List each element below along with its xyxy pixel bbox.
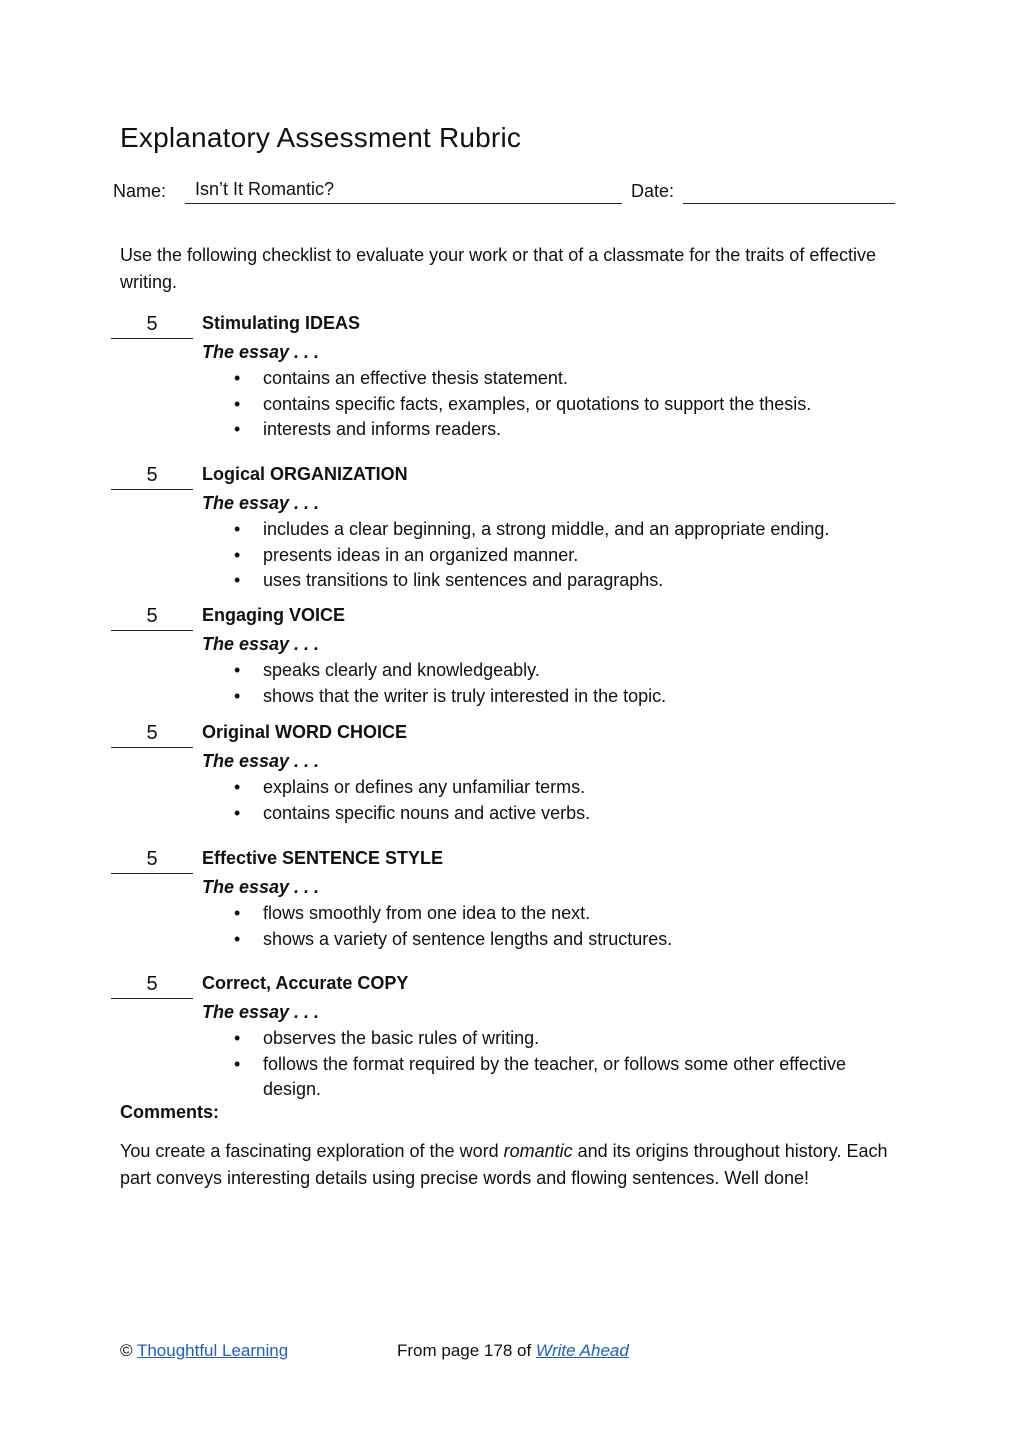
criteria-item — [0, 543, 883, 569]
criteria-item — [0, 684, 883, 710]
bullet-icon: • — [234, 570, 241, 590]
score-value: 5 — [146, 722, 158, 744]
bullet-icon: • — [234, 928, 241, 949]
essay-label: The essay . . . — [202, 342, 320, 362]
bullet-icon: • — [234, 393, 241, 414]
criteria-item — [0, 568, 883, 594]
bullet-icon: • — [234, 544, 241, 565]
essay-label: The essay . . . — [202, 634, 320, 654]
criteria-text: contains an effective thesis statement. — [263, 368, 568, 388]
trait-heading: Stimulating IDEAS — [202, 313, 361, 333]
score-value: 5 — [146, 973, 158, 995]
criteria-text: flows smoothly from one idea to the next. — [263, 903, 591, 923]
bullet-icon: • — [234, 685, 241, 706]
date-label: Date: — [631, 181, 675, 201]
score-field[interactable] — [111, 972, 193, 999]
score-field[interactable] — [111, 604, 193, 631]
date-field[interactable] — [683, 177, 895, 204]
bullet-icon: • — [234, 660, 241, 680]
score-field[interactable] — [111, 721, 193, 748]
criteria-item — [0, 517, 883, 543]
criteria-item — [0, 775, 883, 801]
criteria-text: observes the basic rules of writing. — [263, 1028, 540, 1048]
criteria-item — [0, 658, 883, 684]
bullet-icon: • — [234, 903, 241, 923]
criteria-list — [0, 775, 883, 826]
score-value: 5 — [146, 464, 158, 486]
trait-heading: Engaging VOICE — [202, 605, 346, 625]
name-label: Name: — [113, 181, 167, 201]
footer-copyright — [120, 1341, 288, 1361]
criteria-text: shows a variety of sentence lengths and structures. — [263, 928, 673, 949]
criteria-text: follows the format required by the teacher, or follows some other effective design. — [263, 1053, 846, 1099]
comments-emphasis: romantic — [503, 1141, 573, 1161]
criteria-text: contains specific nouns and active verbs. — [263, 802, 591, 823]
criteria-list — [0, 1026, 883, 1103]
score-field[interactable] — [111, 847, 193, 874]
score-value: 5 — [146, 313, 158, 335]
score-value: 5 — [146, 848, 158, 870]
essay-label: The essay . . . — [202, 877, 320, 897]
criteria-item — [0, 801, 883, 827]
criteria-text: interests and informs readers. — [263, 419, 502, 439]
trait-heading: Effective SENTENCE STYLE — [202, 848, 444, 868]
criteria-item — [0, 1026, 883, 1052]
score-field[interactable] — [111, 312, 193, 339]
essay-label: The essay . . . — [202, 1002, 320, 1022]
criteria-item — [0, 927, 883, 953]
comments-part1: You create a fascinating exploration of the word — [120, 1141, 504, 1161]
criteria-item — [0, 366, 883, 392]
criteria-item — [0, 1052, 883, 1103]
criteria-item — [0, 901, 883, 927]
essay-label: The essay . . . — [202, 751, 320, 771]
publisher-link[interactable]: Thoughtful Learning — [136, 1341, 289, 1360]
comments-label: Comments: — [120, 1102, 220, 1122]
name-value: Isn’t It Romantic? — [195, 179, 335, 199]
bullet-icon: • — [234, 519, 241, 539]
bullet-icon: • — [234, 1028, 241, 1048]
criteria-item — [0, 392, 883, 418]
trait-heading: Original WORD CHOICE — [202, 722, 408, 742]
criteria-list — [0, 366, 883, 443]
page-title: Explanatory Assessment Rubric — [120, 122, 522, 153]
intro-text: Use the following checklist to evaluate your work or that of a classmate for the traits of effective writing. — [120, 245, 877, 292]
score-value: 5 — [146, 605, 158, 627]
copyright-symbol: © — [120, 1341, 133, 1360]
name-field[interactable] — [185, 177, 622, 204]
bullet-icon: • — [234, 368, 241, 388]
essay-label: The essay . . . — [202, 493, 320, 513]
criteria-text: presents ideas in an organized manner. — [263, 544, 579, 565]
comments-part2: and its origins throughout history. Each part conveys interesting details using precise words and flowing sentences. Well done! — [120, 1141, 888, 1188]
criteria-text: shows that the writer is truly interested in the topic. — [263, 685, 667, 706]
bullet-icon: • — [234, 802, 241, 823]
bullet-icon: • — [234, 1053, 241, 1074]
criteria-list — [0, 517, 883, 594]
book-link[interactable]: Write Ahead — [535, 1341, 629, 1360]
criteria-item — [0, 417, 883, 443]
criteria-list — [0, 901, 883, 952]
score-field[interactable] — [111, 463, 193, 490]
footer-source — [397, 1341, 629, 1361]
bullet-icon: • — [234, 419, 241, 439]
criteria-list — [0, 658, 883, 709]
criteria-text: contains specific facts, examples, or quotations to support the thesis. — [263, 393, 812, 414]
trait-heading: Logical ORGANIZATION — [202, 464, 408, 484]
bullet-icon: • — [234, 777, 241, 797]
source-prefix: From page 178 of — [397, 1341, 536, 1360]
criteria-text: includes a clear beginning, a strong middle, and an appropriate ending. — [263, 519, 830, 539]
criteria-text: speaks clearly and knowledgeably. — [263, 660, 540, 680]
comments-text — [120, 1138, 920, 1192]
criteria-text: uses transitions to link sentences and paragraphs. — [263, 570, 664, 590]
trait-heading: Correct, Accurate COPY — [202, 973, 409, 993]
criteria-text: explains or defines any unfamiliar terms. — [263, 777, 586, 797]
